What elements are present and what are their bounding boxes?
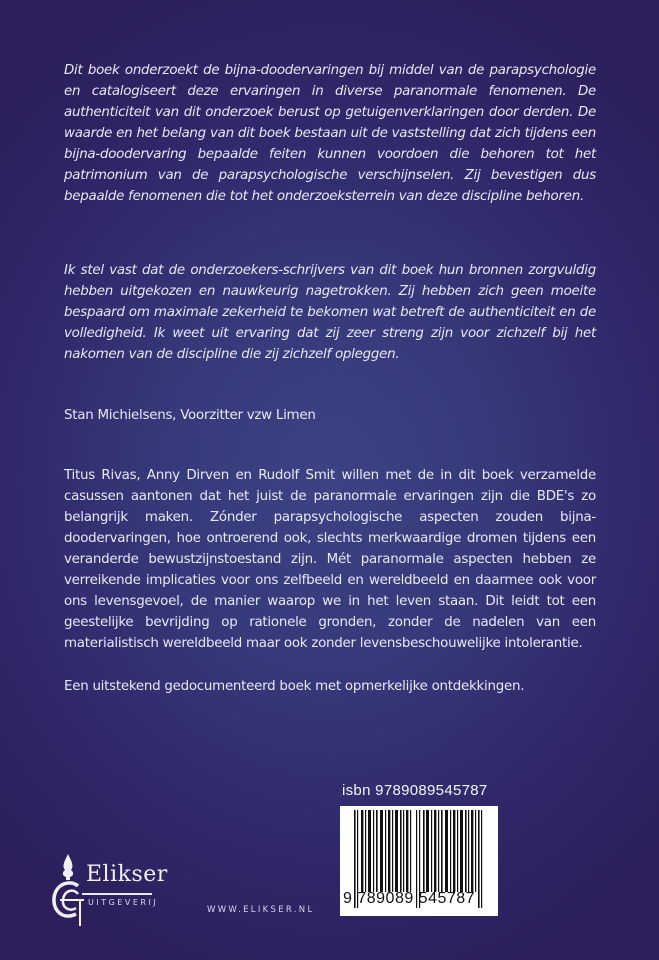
blurb-paragraph-1: Dit boek onderzoekt de bijna-doodervaringen bij middel van de parapsychologie en catalogiseert deze ervaringen in diverse paranormale fenomenen. De authenticiteit van dit onderzoek berust op getuigenverklaringen door derden. De waarde en het belang van dit boek bestaan uit de vaststelling dat zich tijdens een bijna-doodervaring bepaalde feiten kunnen voordoen die behoren tot het patrimonium van de parapsychologische verschijnselen. Zij bevestigen dus bepaalde fenomenen die tot het onderzoeksterrein van deze discipline behoren. [64,63,596,204]
blurb-signature: Stan Michielsens, Voorzitter vzw Limen [64,408,316,423]
publisher-name: Elikser [86,862,168,887]
publisher-website[interactable]: WWW.ELIKSER.NL [207,905,315,915]
logo-divider [82,893,152,895]
isbn-barcode [340,806,498,916]
publisher-subtitle: UITGEVERIJ [88,898,159,907]
blurb-closing: Een uitstekend gedocumenteerd boek met opmerkelijke ontdekkingen. [64,679,525,694]
publisher-logo [48,862,168,932]
barcode-digits: 9 789089 545787 [343,890,476,907]
isbn-label: isbn 9789089545787 [342,782,488,799]
blurb-paragraph-2: Ik stel vast dat de onderzoekers-schrijvers van dit boek hun bronnen zorgvuldig hebben uitgekozen en nauwkeurig nagetrokken. Zij hebben zich geen moeite bespaard om maximale zekerheid te bekomen wat betreft de authenticiteit en de volledigheid. Ik weet uit ervaring dat zij zeer streng zijn voor zichzelf bij het nakomen van de discipline die zij zichzelf opleggen. [64,263,596,362]
blurb-paragraph-3: Titus Rivas, Anny Dirven en Rudolf Smit willen met de in dit boek verzamelde casussen aantonen dat het juist de paranormale ervaringen zijn die BDE's zo belangrijk maken. Zónder parapsychologische aspecten zouden bijna-doodervaringen, hoe ontroerend ook, slechts merkwaardige dromen tijdens een veranderde bewustzijnstoestand zijn. Mét paranormale aspecten hebben ze verreikende implicaties voor ons zelfbeeld en wereldbeeld en daarmee ook voor ons levensgevoel, de manier waarop we in het leven staan. Dit leidt tot een geestelijke bevrijding op rationele gronden, zonder de nadelen van een materialistisch wereldbeeld maar ook zonder levensbeschouwelijke intolerantie. [64,468,596,651]
elikser-emblem-icon [48,850,88,930]
